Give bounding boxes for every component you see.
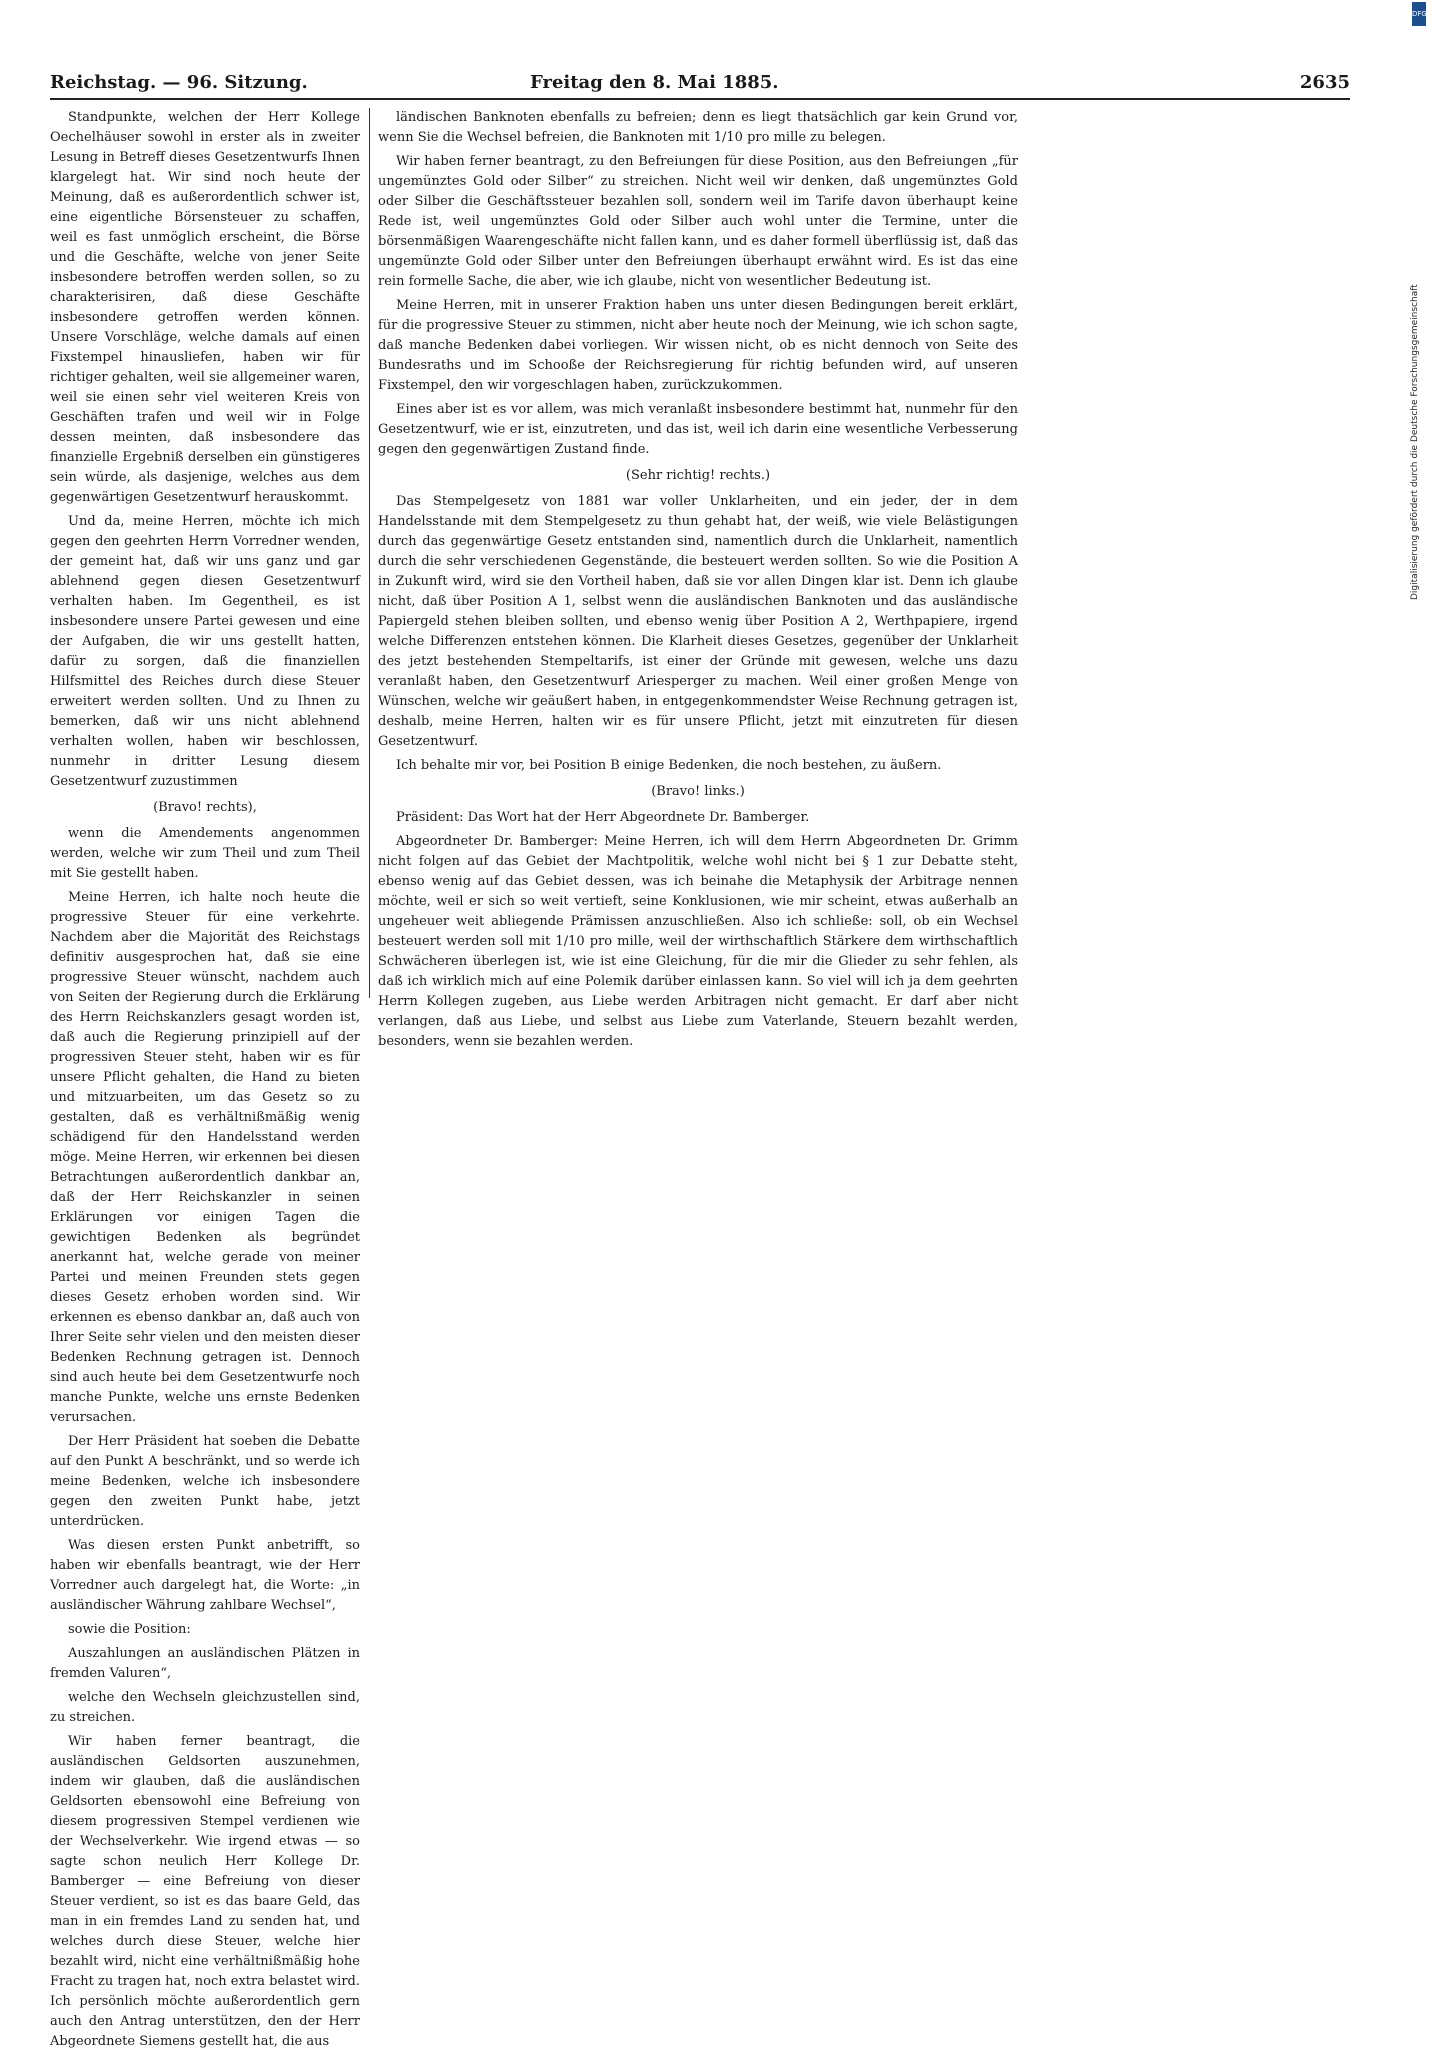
paragraph: Auszahlungen an ausländischen Plätzen in fremden Valuren“,	[50, 1646, 360, 1681]
paragraph: ländischen Banknoten ebenfalls zu befreien; denn es liegt thatsächlich gar kein Grund vor, wenn Sie die Wechsel befreien, die Banknoten mit 1/10 pro mille zu belegen.	[378, 110, 1018, 145]
paragraph-speaker: Abgeordneter Dr. Bamberger: Meine Herren, ich will dem Herrn Abgeordneten Dr. Grimm nicht folgen auf das Gebiet der Machtpolitik, welche wohl nicht bei § 1 zur Debatte steht, ebenso wenig auf das Gebiet dessen, was ich beinahe die Metaphysik der Arbitrage nennen möchte, weil er sich so weit vertieft, seine Konklusionen, wie mir scheint, etwas außerhalb an ungeheuer weit abliegende Prämissen anzuschließen. Also ich schließe: soll, ob ein Wechsel besteuert werden soll mit 1/10 pro mille, weil der wirthschaftlich Stärkere dem wirthschaftlich Schwächeren überlegen ist, wie ist eine Gleichung, für die mir die Glieder zu sehr fehlen, als daß ich wirklich mich auf eine Polemik darüber einlassen kann. So viel will ich ja dem geehrten Herrn Kollegen zugeben, aus Liebe werden Arbitragen nicht gemacht. Er darf aber nicht verlangen, daß aus Liebe, und selbst aus Liebe zum Vaterlande, Steuern bezahlt werden, besonders, wenn sie bezahlen werden.	[378, 834, 1018, 1049]
paragraph: welche den Wechseln gleichzustellen sind, zu streichen.	[50, 1690, 360, 1725]
paragraph: Der Herr Präsident hat soeben die Debatte auf den Punkt A beschränkt, und so werde ich meine Bedenken, welche ich insbesondere gegen den zweiten Punkt habe, jetzt unterdrücken.	[50, 1434, 360, 1529]
paragraph: Das Stempelgesetz von 1881 war voller Unklarheiten, und ein jeder, der in dem Handelsstande mit dem Stempelgesetz zu thun gehabt hat, der weiß, wie viele Belästigungen durch das gegenwärtige Gesetz entstanden sind, namentlich durch die Unklarheit, namentlich durch die sehr verschiedenen Gegenstände, die besteuert werden sollten. So wie die Position A in Zukunft wird, wird sie den Vortheil haben, daß sie vor allen Dingen klar ist. Denn ich glaube nicht, daß über Position A 1, selbst wenn die ausländischen Banknoten und das ausländische Papiergeld stehen bleiben sollten, und ebenso wenig über Position A 2, Werthpapiere, irgend welche Differenzen entstehen können. Die Klarheit dieses Gesetzes, gegenüber der Unklarheit des jetzt bestehenden Stempeltarifs, ist einer der Gründe mit gewesen, welche uns dazu veranlaßt haben, den Gesetzentwurf Ariesperger zu machen. Weil einer großen Menge von Wünschen, welche wir geäußert haben, in entgegenkommendster Weise Rechnung getragen ist, deshalb, meine Herren, halten wir es für unsere Pflicht, jetzt mit einzutreten für diesen Gesetzentwurf.	[378, 494, 1018, 749]
page-header	[50, 68, 1350, 100]
paragraph: Eines aber ist es vor allem, was mich veranlaßt insbesondere bestimmt hat, nunmehr für den Gesetzentwurf, wie er ist, einzutreten, und das ist, weil ich darin eine wesentliche Verbesserung gegen den gegenwärtigen Zustand finde.	[378, 402, 1018, 457]
rotated-scan	[40, 60, 1390, 2049]
interjection: (Bravo! links.)	[651, 784, 745, 799]
digitization-notice: Digitalisierung gefördert durch die Deutsche Forschungsgemeinschaft	[1410, 284, 1420, 600]
paragraph: Was diesen ersten Punkt anbetrifft, so haben wir ebenfalls beantragt, wie der Herr Vorredner auch dargelegt hat, die Worte: „in ausländischer Währung zahlbare Wechsel“,	[50, 1538, 360, 1613]
text-columns	[50, 108, 1350, 2049]
paragraph: wenn die Amendements angenommen werden, welche wir zum Theil und zum Theil mit Sie gestellt haben.	[50, 826, 360, 881]
paragraph: Meine Herren, mit in unserer Fraktion haben uns unter diesen Bedingungen bereit erklärt, für die progressive Steuer zu stimmen, nicht aber heute noch der Meinung, wie ich schon sagte, daß manche Bedenken dabei vorliegen. Wir wissen nicht, ob es nicht dennoch von Seite des Bundesraths und im Schooße der Reichsregierung für richtig befunden wird, auf unseren Fixstempel, den wir vorgeschlagen haben, zurückzukommen.	[378, 298, 1018, 393]
interjection: (Sehr richtig! rechts.)	[625, 468, 771, 483]
column-2	[378, 108, 1018, 1049]
page-number: 2635	[1299, 72, 1350, 93]
column-1	[50, 108, 360, 2049]
paragraph: Standpunkte, welchen der Herr Kollege Oechelhäuser sowohl in erster als in zweiter Lesung in Betreff dieses Gesetzentwurfs Ihnen klargelegt hat. Wir sind noch heute der Meinung, daß es außerordentlich schwer ist, eine eigentliche Börsensteuer zu schaffen, weil es fast unmöglich erscheint, die Börse und die Geschäfte, welche von jener Seite insbesondere betroffen werden sollen, so zu charakterisiren, daß diese Geschäfte insbesondere getroffen werden können. Unsere Vorschläge, welche damals auf einen Fixstempel hinausliefen, haben wir für richtiger gehalten, weil sie allgemeiner waren, weil sie einen sehr viel weiteren Kreis von Geschäften trafen und weil wir in Folge dessen meinten, daß insbesondere das finanzielle Ergebniß derselben ein günstigeres sein würde, als dasjenige, welches aus dem gegenwärtigen Gesetzentwurf herauskommt.	[50, 110, 360, 505]
paragraph: Wir haben ferner beantragt, zu den Befreiungen für diese Position, aus den Befreiungen „für ungemünztes Gold oder Silber“ zu streichen. Nicht weil wir denken, daß ungemünztes Gold oder Silber die Geschäftssteuer bezahlen soll, sondern weil im Tarife davon überhaupt keine Rede ist, weil ungemünztes Gold oder Silber auch wohl unter die Termine, unter die börsenmäßigen Waarengeschäfte nicht fallen kann, und es daher formell überflüssig ist, daß das ungemünzte Gold oder Silber unter den Befreiungen überhaupt erwähnt wird. Es ist das eine rein formelle Sache, die aber, wie ich glaube, nicht von wesentlicher Bedeutung ist.	[378, 154, 1018, 289]
paragraph: sowie die Position:	[68, 1622, 191, 1637]
header-session: Reichstag. — 96. Sitzung.	[50, 72, 308, 93]
paragraph-president: Präsident: Das Wort hat der Herr Abgeordnete Dr. Bamberger.	[396, 810, 810, 825]
dfg-logo: DFG	[1412, 2, 1426, 26]
column-divider	[369, 108, 370, 998]
paragraph: Und da, meine Herren, möchte ich mich gegen den geehrten Herrn Vorredner wenden, der gemeint hat, daß wir uns ganz und gar ablehnend gegen diesen Gesetzentwurf verhalten haben. Im Gegentheil, es ist insbesondere unsere Partei gewesen und eine der Aufgaben, die wir uns gestellt hatten, dafür zu sorgen, daß die finanziellen Hilfsmittel des Reiches durch diese Steuer erweitert werden sollten. Und zu Ihnen zu bemerken, daß wir uns nicht ablehnend verhalten wollen, haben wir beschlossen, nunmehr in dritter Lesung diesem Gesetzentwurf zuzustimmen	[50, 514, 360, 789]
scan-content	[40, 60, 1390, 2049]
header-date: Freitag den 8. Mai 1885.	[530, 72, 779, 93]
paragraph: Wir haben ferner beantragt, die ausländischen Geldsorten auszunehmen, indem wir glauben, daß die ausländischen Geldsorten ebensowohl eine Befreiung von diesem progressiven Stempel verdienen wie der Wechselverkehr. Wie irgend etwas — so sagte schon neulich Herr Kollege Dr. Bamberger — eine Befreiung von dieser Steuer verdient, so ist es das baare Geld, das man in ein fremdes Land zu senden hat, und welches durch diese Steuer, welche hier bezahlt wird, nicht eine verhältnißmäßig hohe Fracht zu tragen hat, noch extra belastet wird. Ich persönlich möchte außerordentlich gern auch den Antrag unterstützen, den der Herr Abgeordnete Siemens gestellt hat, die aus	[50, 1734, 360, 2049]
paragraph: Meine Herren, ich halte noch heute die progressive Steuer für eine verkehrte. Nachdem aber die Majorität des Reichstags definitiv ausgesprochen hat, daß sie eine progressive Steuer wünscht, nachdem auch von Seiten der Regierung durch die Erklärung des Herrn Reichskanzlers gesagt worden ist, daß auch die Regierung prinzipiell auf der progressiven Steuer steht, haben wir es für unsere Pflicht gehalten, die Hand zu bieten und mitzuarbeiten, um das Gesetz so zu gestalten, daß es verhältnißmäßig wenig schädigend für den Handelsstand werden möge. Meine Herren, wir erkennen bei diesen Betrachtungen außerordentlich dankbar an, daß der Herr Reichskanzler in seinen Erklärungen vor einigen Tagen die gewichtigen Bedenken als begründet anerkannt hat, welche gerade von meiner Partei und meinen Freunden stets gegen dieses Gesetz erhoben worden sind. Wir erkennen es ebenso dankbar an, daß auch von Ihrer Seite sehr vielen und den meisten dieser Bedenken Rechnung getragen ist. Dennoch sind auch heute bei dem Gesetzentwurfe noch manche Punkte, welche uns ernste Bedenken verursachen.	[50, 890, 360, 1425]
paragraph: Ich behalte mir vor, bei Position B einige Bedenken, die noch bestehen, zu äußern.	[396, 758, 942, 773]
interjection: (Bravo! rechts),	[153, 800, 257, 815]
